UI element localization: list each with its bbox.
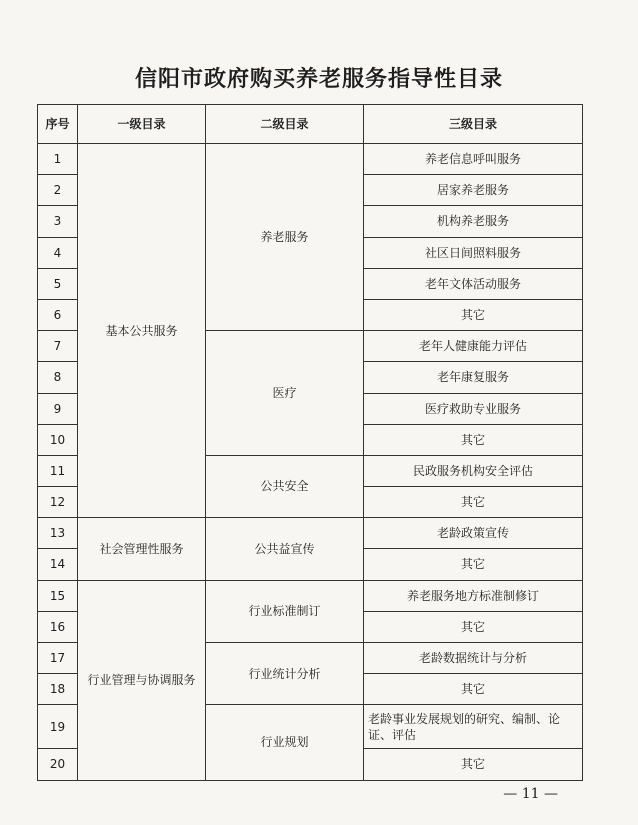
level2-cell: 公共益宣传 [206,518,364,580]
level3-cell: 老年人健康能力评估 [364,331,583,362]
level3-cell: 其它 [364,549,583,580]
level3-cell: 老年文体活动服务 [364,268,583,299]
row-number: 4 [38,237,78,268]
row-number: 13 [38,518,78,549]
header-cell-level1: 一级目录 [78,105,206,144]
level1-cell: 基本公共服务 [78,144,206,518]
level2-cell: 行业统计分析 [206,643,364,705]
level2-cell: 养老服务 [206,144,364,331]
header-cell-no: 序号 [38,105,78,144]
row-number: 8 [38,362,78,393]
row-number: 14 [38,549,78,580]
catalog-table [37,104,583,781]
level3-cell: 民政服务机构安全评估 [364,455,583,486]
level2-cell: 医疗 [206,331,364,456]
level3-cell: 医疗救助专业服务 [364,393,583,424]
row-number: 17 [38,643,78,674]
row-number: 15 [38,580,78,611]
level2-cell: 行业标准制订 [206,580,364,642]
level3-cell: 机构养老服务 [364,206,583,237]
row-number: 12 [38,487,78,518]
row-number: 1 [38,144,78,175]
row-number: 7 [38,331,78,362]
page-number: — 11 — [503,786,558,802]
header-cell-level2: 二级目录 [206,105,364,144]
level3-cell: 其它 [364,424,583,455]
level3-cell: 养老信息呼叫服务 [364,144,583,175]
table-header-row [38,105,583,144]
row-number: 6 [38,299,78,330]
level3-cell: 老龄政策宣传 [364,518,583,549]
level1-cell: 社会管理性服务 [78,518,206,580]
level3-cell: 养老服务地方标准制修订 [364,580,583,611]
row-number: 10 [38,424,78,455]
level3-cell: 其它 [364,611,583,642]
row-number: 2 [38,175,78,206]
row-number: 20 [38,749,78,780]
row-number: 9 [38,393,78,424]
page-title: 信阳市政府购买养老服务指导性目录 [134,66,503,92]
header-cell-level3: 三级目录 [364,105,583,144]
row-number: 16 [38,611,78,642]
level3-cell: 老龄事业发展规划的研究、编制、论证、评估 [364,705,583,749]
level2-cell: 公共安全 [206,455,364,517]
row-number: 5 [38,268,78,299]
row-number: 18 [38,674,78,705]
table-row [38,580,583,611]
table-row [38,144,583,175]
level2-cell: 行业规划 [206,705,364,780]
row-number: 19 [38,705,78,749]
level3-cell: 居家养老服务 [364,175,583,206]
table-row [38,518,583,549]
level3-cell: 其它 [364,674,583,705]
level3-cell: 老年康复服务 [364,362,583,393]
row-number: 11 [38,455,78,486]
level3-cell: 其它 [364,749,583,780]
level3-cell: 其它 [364,299,583,330]
level3-cell: 社区日间照料服务 [364,237,583,268]
row-number: 3 [38,206,78,237]
level3-cell: 老龄数据统计与分析 [364,643,583,674]
level3-cell: 其它 [364,487,583,518]
level1-cell: 行业管理与协调服务 [78,580,206,780]
